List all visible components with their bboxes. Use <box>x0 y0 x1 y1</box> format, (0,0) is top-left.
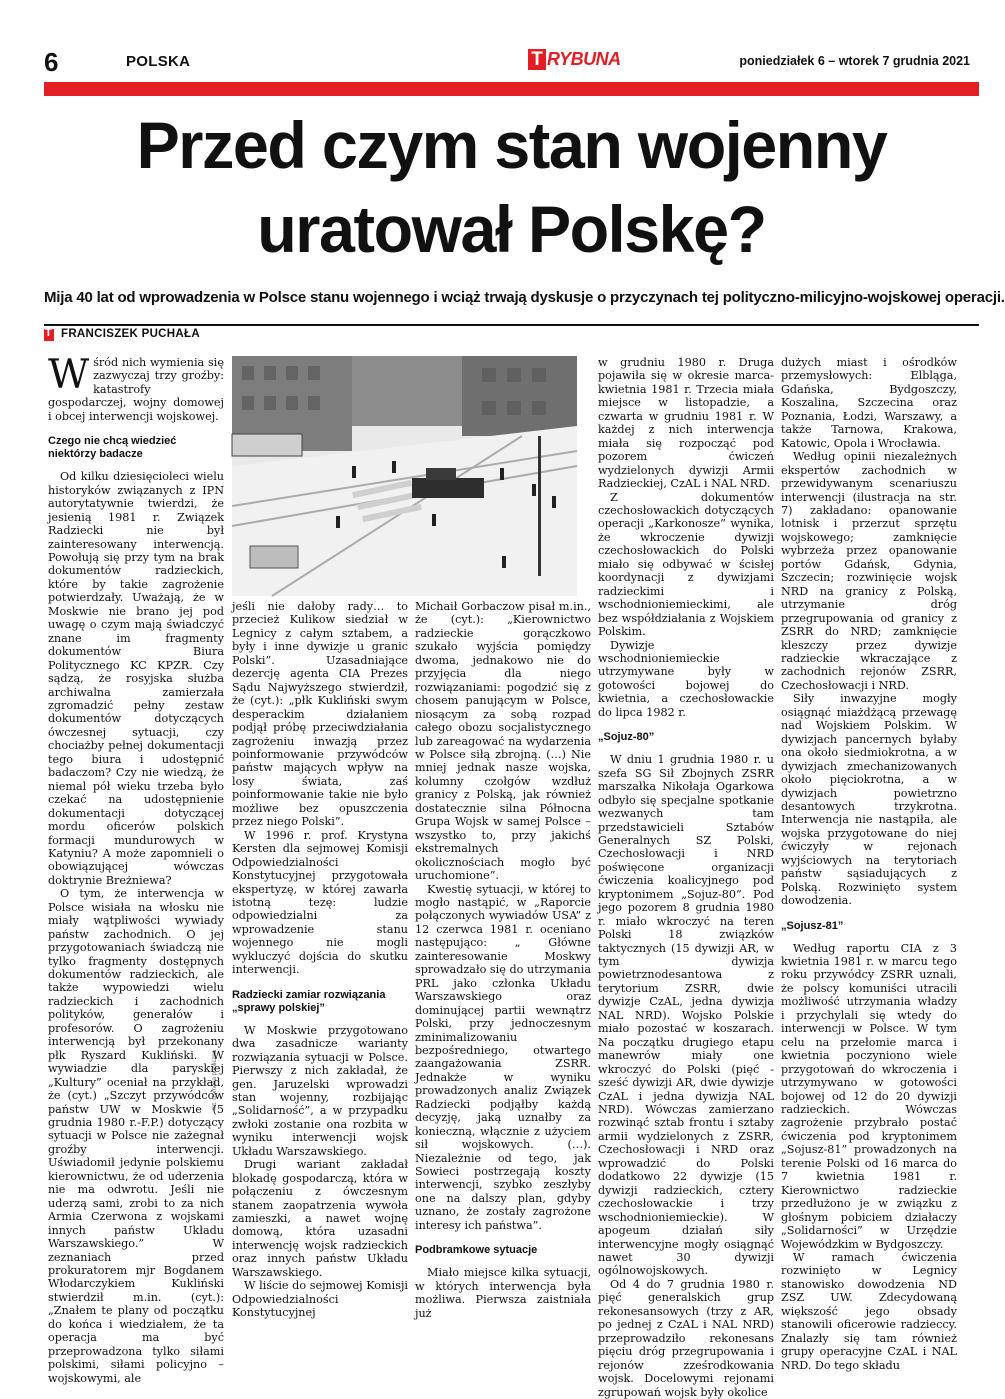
author-name: FRANCISZEK PUCHAŁA <box>61 328 200 340</box>
logo-text: RYBUNA <box>547 49 621 69</box>
header-red-bar <box>44 82 979 96</box>
paragraph: dużych miast i ośrodków przemysłowych: Elbląga, Gdańska, Bydgoszczy, Koszalina, Szczecina oraz Poznania, Łodzi, Warszawy, a także Tarnowa, Krakowa, Katowic, Opola i Wrocławia. <box>781 356 957 450</box>
logo-letter: T <box>528 49 546 70</box>
trybuna-logo <box>528 49 621 70</box>
article-column-5 <box>781 356 957 1372</box>
paragraph: W Moskwie przygotowano dwa zasadnicze warianty rozwiązania sytuacji w Polsce. Pierwszy z nich zakładał, że gen. Jaruzelski wprowadzi stan wojenny, rozbijając „Solidarność”, a w przypadku zwłoki zostanie ona rozbita w wyniku interwencji wojsk Układu Warszawskiego. <box>232 1023 408 1158</box>
paragraph: W dniu 1 grudnia 1980 r. u szefa SG Sił Zbojnych ZSRR marszałka Nikołaja Ogarkowa odbyło się specjalne spotkanie wezwanych tam przedstawicieli Sztabów Generalnych SZ Polski, Czechosłowacji i NRD poświęcone organizacji ćwiczenia koalicyjnego pod kryptonimem „Sojuz-80”. Pod jego pozorem 8 grudnia 1980 r. miało wkroczyć na teren Polski 18 związków taktycznych (15 dywizji AR, w tym dywizja powietrznodesantowa z terytorium ZSRR, dwie dywizje CzAL, jedna dywizja NAL NRD). Wojsko Polskie miało pozostać w koszarach. Na początku drugiego etapu manewrów miały one wkroczyć do Polski (pięć -sześć dywizji AR, dwie dywizje CzAL i jedna dywizja NAL NRD). Wówczas zamierzano rozwinąć sztab frontu i sztaby armii wydzielonych z ZSRR, Czechosłowacji i NRD oraz wprowadzić do Polski dodatkowo 22 dywizje (15 dywizji radzieckich, cztery czechosłowackie i trzy wschodnioniemieckie). W apogeum działań siły interwencyjne mogły osiągnąć nawet 30 dywizji ogólnowojskowych. <box>598 753 774 1278</box>
subheading-4: „Sojuz-80” <box>598 731 655 744</box>
photo-credit: fot. Domena publiczna <box>212 1050 218 1110</box>
article-column-4 <box>598 356 774 1399</box>
article-column-1 <box>48 352 224 1385</box>
article-headline <box>53 103 969 271</box>
article-photo <box>232 356 577 596</box>
paragraph: w grudniu 1980 r. Druga pojawiła się w okresie marca-kwietnia 1981 r. Trzecia miała miejsce w listopadzie, a czwarta w grudniu 1981 r. W każdej z nich interwencja miała się rozpocząć pod pozorem ćwiczeń wydzielonych dywizji Armii Radzieckiej, CzAL i NAL NRD. <box>598 356 774 491</box>
subheading-5: „Sojusz-81” <box>781 919 844 932</box>
paragraph: W ramach ćwiczenia rozwinięto w Legnicy stanowisko dowodzenia ND ZSZ UW. Zdecydowaną większość jego obsady stanowili oficerowie radzieccy. Znalazły się tam również grupy operacyjne CzAL i NAL NRD. Do tego składu <box>781 1251 957 1372</box>
paragraph: W 1996 r. prof. Krystyna Kersten dla sejmowej Komisji Odpowiedzialności Konstytucyjnej przygotowała ekspertyzę, w której zawarła istotną tezę: ludzie odpowiedzialni za wprowadzenie stanu wojennego nie mogli wykluczyć dojścia do skutku interwencji. <box>232 828 408 977</box>
issue-date: poniedziałek 6 – wtorek 7 grudnia 2021 <box>739 54 970 68</box>
subheading-2: Radziecki zamiar rozwiązania „sprawy polskiej” <box>232 988 386 1014</box>
article-lead: Mija 40 lat od wprowadzenia w Polsce stanu wojennego i wciąż trwają dyskusje o przyczynach tej polityczno-milicyjno-wojskowej operacji. <box>44 289 1005 306</box>
subheading-1: Czego nie chcą wiedzieć niektórzy badacze <box>48 435 177 461</box>
paragraph: Kwestię sytuacji, w której to mogło nastąpić, w „Raporcie połączonych wywiadów USA” z 12 czerwca 1981 r. oceniano następująco: „ Główne zainteresowanie Moskwy sprowadzało się do utrzymania PRL jako członka Układu Warszawskiego oraz dominującej partii wewnątrz Polski, przy jednoczesnym zminimalizowaniu bezpośredniego, otwartego zaangażowania ZSRR. Jednakże w wyniku prowadzonych analiz Związek Radziecki podjąłby każdą decyzję, jaką uznałby za konieczną, włącznie z użyciem sił wojskowych. (…). Niezależnie od tego, jak Sowieci postrzegają koszty interwencji, szybko zeszłyby one na dalszy plan, gdyby uznano, że zostały zagrożone interesy ich państwa”. <box>415 882 591 1232</box>
article-intro <box>48 352 224 423</box>
section-name: POLSKA <box>126 53 191 70</box>
street-scene-photo <box>232 356 577 596</box>
paragraph: O tym, że interwencja w Polsce wisiała na włosku nie miały wątpliwości wywiady państw zachodnich. O jej przygotowaniach świadczą nie tylko fragmenty dostępnych dokumentów radzieckich, ale także wypowiedzi wielu radzieckich i zachodnich polityków, generałów i profesorów. O zagrożeniu interwencją był przekonany płk Ryszard Kukliński. W wywiadzie dla paryskiej „Kultury” oceniał na przykład, że (cyt.) „Szczyt przywódców państw UW w Moskwie (5 grudnia 1980 r.-F.P.) dotyczący sytuacji w Polsce nie zażegnał groźby interwencji. Uświadomił jedynie polskiemu kierownictwu, że od uderzenia nie ma odwrotu. Jeśli nie uderzą sami, zrobi to za nich Armia Czerwona z wojskami innych państw Układu Warszawskiego.” W zeznaniach przed prokuratorem mjr Bogdanem Włodarczykiem Kukliński stwierdził m.in. (cyt.): „Znałem te plany od początku do końca i wiedziałem, że ta operacja ma być przeprowadzona tylko siłami polskimi, siłami policyjno – wojskowymi, ale <box>48 887 224 1385</box>
paragraph: Siły inwazyjne mogły osiągnąć miażdżącą przewagę nad Wojskiem Polskim. W dywizjach pancernych byłaby ona około siedmiokrotna, a w dywizjach zmechanizowanych około pięciokrotna, a w dywizjach powietrzno desantowych trzykrotna. Interwencja nie nastąpiła, ale wojska przygotowane do niej ćwiczyły w rejonach wyjściowych na terytoriach państw sąsiadujących z Polską. Rozwinięto system dowodzenia. <box>781 692 957 908</box>
article-column-3 <box>415 600 591 1320</box>
paragraph: Od kilku dziesięcioleci wielu historyków związanych z IPN autorytatywnie twierdzi, że jesienią 1981 r. Związek Radziecki nie był zainteresowany interwencją. Powołują się przy tym na brak dokumentów radzieckich, które by takie zagrożenie potwierdzały. Uważają, że w Moskwie nie brano jej pod uwagę o czym mają świadczyć znane im fragmenty dokumentów Biura Politycznego KC KPZR. Czy sądzą, że rosyjska służba archiwalna zamierzała zgromadzić pełny zestaw dokumentów dotyczących ówczesnej sytuacji, czy chociażby pełnej dokumentacji tego biura i udostępnić badaczom? Czy nie wiedzą, że niemal pół wieku trzeba było czekać na udostępnienie dokumentacji dotyczącej mordu oficerów polskich formacji mundurowych w Katyniu? A może zapomnieli o obowiązującej wówczas doktrynie Breżniewa? <box>48 470 224 887</box>
trybuna-t-icon <box>44 329 54 341</box>
paragraph: Dywizje wschodnioniemieckie utrzymywane były w gotowości bojowej do kwietnia, a czechosłowackie do lipca 1982 r. <box>598 638 774 719</box>
article-intro-text: śród nich wymienia się zazwyczaj trzy groźby: katastrofy gospodarczej, wojny domowej i obcej interwencji wojskowej. <box>48 356 224 423</box>
subheading-3: Podbramkowe sytuacje <box>415 1244 538 1257</box>
page-number: 6 <box>44 47 59 77</box>
paragraph: Drugi wariant zakładał blokadę gospodarczą, która w połączeniu z ówczesnym stanem zaopatrzenia wywoła zamieszki, a nawet wojnę domową, która uzasadni interwencję wojsk radzieckich oraz innych państw Układu Warszawskiego. <box>232 1158 408 1279</box>
paragraph: Miało miejsce kilka sytuacji, w których interwencja była możliwa. Pierwsza zaistniała już <box>415 1266 591 1320</box>
headline-line-1: Przed czym stan wojenny <box>136 108 887 182</box>
paragraph: Według opinii niezależnych ekspertów zachodnich w przewidywanym scenariuszu interwencji (ilustracja na str. 7) zakładano: opanowanie lotnisk i przerzut sprzętu wojskowego; zamknięcie wybrzeża przez opanowanie portów Gdańsk, Gdynia, Szczecin; rozwinięcie wojsk NRD na granicy z Polską, utrzymanie dróg przegrupowania od granicy z ZSRR do NRD; zamknięcie kleszczy przez dywizje radzieckie wkraczające z zachodnich rejonów ZSRR, Czechosłowacji i NRD. <box>781 450 957 692</box>
paragraph: Michaił Gorbaczow pisał m.in., że (cyt.): „Kierownictwo radzieckie gorączkowo szukało wyjścia pomiędzy dwoma, jednakowo nie do przyjęcia dla niego rozwiązaniami: pogodzić się z chosem panującym w Polsce, niosącym za sobą rozpad całego obozu socjalistycznego lub zareagować na wydarzenia w Polsce siłą zbrojną. (…) Nie mniej jednak nasze wojska, kolumny czołgów wzdłuż granicy z Polską, jak również dostatecznie silna Północna Grupa Wojsk w samej Polsce – wszystko to, przy jakichś ekstremalnych okolicznościach mogło być uruchomione”. <box>415 600 591 883</box>
headline-line-2: uratował Polskę? <box>257 192 766 266</box>
paragraph: W liście do sejmowej Komisji Odpowiedzialności Konstytucyjnej <box>232 1279 408 1320</box>
paragraph: Od 4 do 7 grudnia 1980 r. pięć generalskich grup rekonesansowych (trzy z AR, po jednej z CzAL i NAL NRD) przeprowadziło rekonesans pięciu dróg przegrupowania i rejonów zześrodkowania wojsk. Docelowymi rejonami zgrupowań wojsk były okolice <box>598 1277 774 1399</box>
paragraph: Według raportu CIA z 3 kwietnia 1981 r. w marcu tego roku przywódcy ZSRR uznali, że polscy komuniści utracili możliwość utrzymania władzy i przychylali się wtedy do interwencji w Polsce. W tym celu na przełomie marca i kwietnia poczyniono wiele przygotowań do wkroczenia i utrzymywano w gotowości bojowej od 12 do 20 dywizji radzieckich. Wówczas zagrożenie przybrało postać ćwiczenia pod kryptonimem „Sojusz-81” prowadzonych na terenie Polski od 16 marca do 7 kwietnia 1981 r. Kierownictwo radzieckie przedłużono je w związku z głośnym pobiciem działaczy „Solidarności” w Urzędzie Wojewódzkim w Bydgoszczy. <box>781 941 957 1251</box>
byline <box>44 324 979 340</box>
paragraph: jeśli nie dałoby rady… to przecież Kulikow siedział w Legnicy z całym sztabem, a były i inne dywizje u granic Polski”. Uzasadniające dezercję agenta CIA Prezes Sądu Najwyższego stwierdził, że (cyt.): „płk Kukliński swym desperackim działaniem podjął próbę przeciwdziałania zagrożeniu inwazją przez poinformowanie przywódców państw mających wpływ na losy świata, zaś poinformowanie takie nie było możliwe bez opuszczenia przez niego Polski”. <box>232 600 408 829</box>
article-column-2 <box>232 600 408 1320</box>
paragraph: Z dokumentów czechosłowackich dotyczących operacji „Karkonosze” wynika, że wkroczenie dywizji czechosłowackich do Polski miało się odbywać w ścisłej koordynacji z dywizjami radzieckimi i wschodnioniemieckimi, ale bez współdziałania z Wojskiem Polskim. <box>598 490 774 639</box>
dropcap-letter: W <box>48 352 90 398</box>
page-header <box>44 47 974 78</box>
